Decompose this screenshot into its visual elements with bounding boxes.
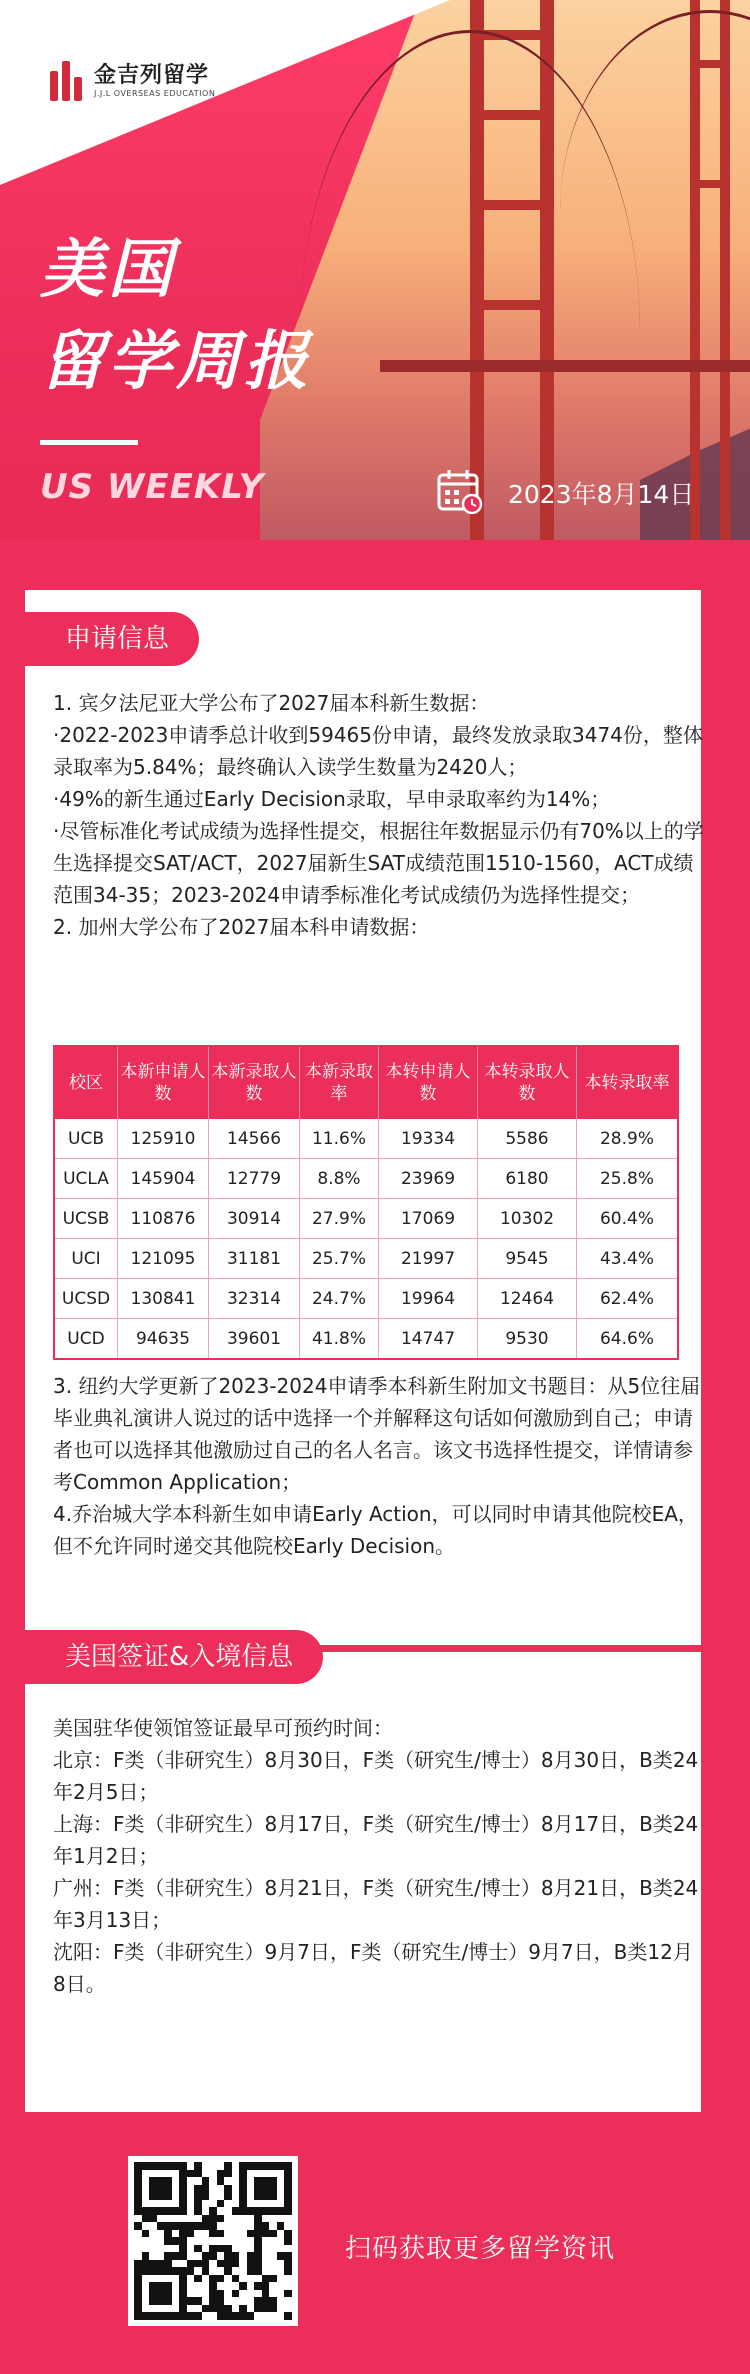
- table-header-row: [55, 1047, 677, 1119]
- table-cell: 24.7%: [300, 1279, 379, 1319]
- brand-logo: [50, 55, 215, 101]
- table-row: [55, 1159, 677, 1199]
- table-cell: 12464: [478, 1279, 577, 1319]
- table-cell: 14747: [379, 1319, 478, 1358]
- table-cell: 30914: [209, 1199, 300, 1239]
- table-cell: 12779: [209, 1159, 300, 1199]
- calendar-icon: [436, 468, 484, 514]
- table-cell: 31181: [209, 1239, 300, 1279]
- table-cell: 60.4%: [577, 1199, 677, 1239]
- brand-name-en: J.J.L OVERSEAS EDUCATION: [94, 89, 216, 98]
- column-header: 本新录取率: [300, 1047, 379, 1119]
- table-cell: 110876: [118, 1199, 209, 1239]
- application-text-before: [53, 687, 705, 943]
- header-banner: [0, 0, 750, 540]
- table-cell: 28.9%: [577, 1119, 677, 1159]
- table-cell: 25.8%: [577, 1159, 677, 1199]
- table-cell: 32314: [209, 1279, 300, 1319]
- table-cell: 8.8%: [300, 1159, 379, 1199]
- column-header: 本转申请人数: [379, 1047, 478, 1119]
- qr-code[interactable]: [128, 2156, 298, 2326]
- uc-admissions-table: [53, 1045, 679, 1360]
- column-header: 本新申请人数: [118, 1047, 209, 1119]
- table-row: [55, 1199, 677, 1239]
- table-cell: 62.4%: [577, 1279, 677, 1319]
- table-cell: 6180: [478, 1159, 577, 1199]
- table-cell: 9545: [478, 1239, 577, 1279]
- title-divider: [40, 440, 138, 445]
- table-cell: 130841: [118, 1279, 209, 1319]
- visa-text: [53, 1712, 705, 2000]
- table-cell: 21997: [379, 1239, 478, 1279]
- table-cell: 19334: [379, 1119, 478, 1159]
- table-cell: 125910: [118, 1119, 209, 1159]
- table-cell: 43.4%: [577, 1239, 677, 1279]
- table-cell: 23969: [379, 1159, 478, 1199]
- paragraph: 美国驻华使领馆签证最早可预约时间：: [53, 1716, 393, 1740]
- table-cell: 94635: [118, 1319, 209, 1358]
- issue-date: 2023年8月14日: [508, 480, 695, 509]
- table-cell: 121095: [118, 1239, 209, 1279]
- table-cell: 17069: [379, 1199, 478, 1239]
- paragraph: 北京：F类（非研究生）8月30日，F类（研究生/博士）8月30日，B类24年2月5日；: [53, 1748, 699, 1804]
- table-cell: 39601: [209, 1319, 300, 1358]
- paragraph: 4.乔治城大学本科新生如申请Early Action，可以同时申请其他院校EA，但不允许同时递交其他院校Early Decision。: [53, 1502, 698, 1558]
- table-cell: UCI: [55, 1239, 118, 1279]
- table-cell: UCSB: [55, 1199, 118, 1239]
- table-cell: 11.6%: [300, 1119, 379, 1159]
- table-cell: 9530: [478, 1319, 577, 1358]
- column-header: 本转录取率: [577, 1047, 677, 1119]
- table-cell: 10302: [478, 1199, 577, 1239]
- paragraph: ·49%的新生通过Early Decision录取，早申录取率约为14%；: [53, 787, 611, 811]
- table-row: [55, 1119, 677, 1159]
- brand-name-cn: 金吉列留学: [94, 63, 210, 88]
- application-text-after: [53, 1370, 705, 1562]
- page-subtitle-en: US WEEKLY: [40, 467, 265, 507]
- page-title-line2: 留学周报: [40, 325, 312, 399]
- column-header: 校区: [55, 1047, 118, 1119]
- section-heading-application: 申请信息: [25, 612, 199, 666]
- table-cell: 25.7%: [300, 1239, 379, 1279]
- page-title-line1: 美国: [40, 233, 176, 307]
- table-cell: 5586: [478, 1119, 577, 1159]
- column-header: 本转录取人数: [478, 1047, 577, 1119]
- paragraph: ·尽管标准化考试成绩为选择性提交，根据往年数据显示仍有70%以上的学生选择提交SAT/ACT，2027届新生SAT成绩范围1510-1560，ACT成绩范围34-35；2023-2024申请季标准化考试成绩仍为选择性提交；: [53, 819, 704, 907]
- paragraph: 2. 加州大学公布了2027届本科申请数据：: [53, 915, 430, 939]
- paragraph: 上海：F类（非研究生）8月17日，F类（研究生/博士）8月17日，B类24年1月2日；: [53, 1812, 699, 1868]
- table-row: [55, 1239, 677, 1279]
- logo-icon: [50, 55, 86, 101]
- visa-info-panel: [25, 1642, 701, 2112]
- section-heading-visa: 美国签证&入境信息: [25, 1630, 323, 1684]
- paragraph: 广州：F类（非研究生）8月21日，F类（研究生/博士）8月21日，B类24年3月13日；: [53, 1876, 699, 1932]
- table-cell: 14566: [209, 1119, 300, 1159]
- table-cell: UCLA: [55, 1159, 118, 1199]
- table-cell: 27.9%: [300, 1199, 379, 1239]
- table-cell: UCD: [55, 1319, 118, 1358]
- table-row: [55, 1279, 677, 1319]
- column-header: 本新录取人数: [209, 1047, 300, 1119]
- table-cell: 41.8%: [300, 1319, 379, 1358]
- table-cell: 19964: [379, 1279, 478, 1319]
- qr-caption: 扫码获取更多留学资讯: [345, 2234, 616, 2264]
- qr-code-pattern: [134, 2162, 292, 2320]
- table-cell: UCSD: [55, 1279, 118, 1319]
- table-cell: 64.6%: [599, 1328, 654, 1349]
- paragraph: 1. 宾夕法尼亚大学公布了2027届本科新生数据：: [53, 691, 490, 715]
- paragraph: 3. 纽约大学更新了2023-2024申请季本科新生附加文书题目：从5位往届毕业典礼演讲人说过的话中选择一个并解释这句话如何激励到自己；申请者也可以选择其他激励过自己的名人名言。该文书选择性提交，详情请参考Common Application；: [53, 1374, 701, 1494]
- paragraph: ·2022-2023申请季总计收到59465份申请，最终发放录取3474份，整体录取率为5.84%；最终确认入读学生数量为2420人；: [53, 723, 703, 779]
- table-row: [55, 1319, 677, 1358]
- table-cell: 145904: [118, 1159, 209, 1199]
- application-info-panel: [25, 590, 704, 1645]
- table-cell: UCB: [55, 1119, 118, 1159]
- paragraph: 沈阳：F类（非研究生）9月7日，F类（研究生/博士）9月7日，B类12月8日。: [53, 1940, 693, 1996]
